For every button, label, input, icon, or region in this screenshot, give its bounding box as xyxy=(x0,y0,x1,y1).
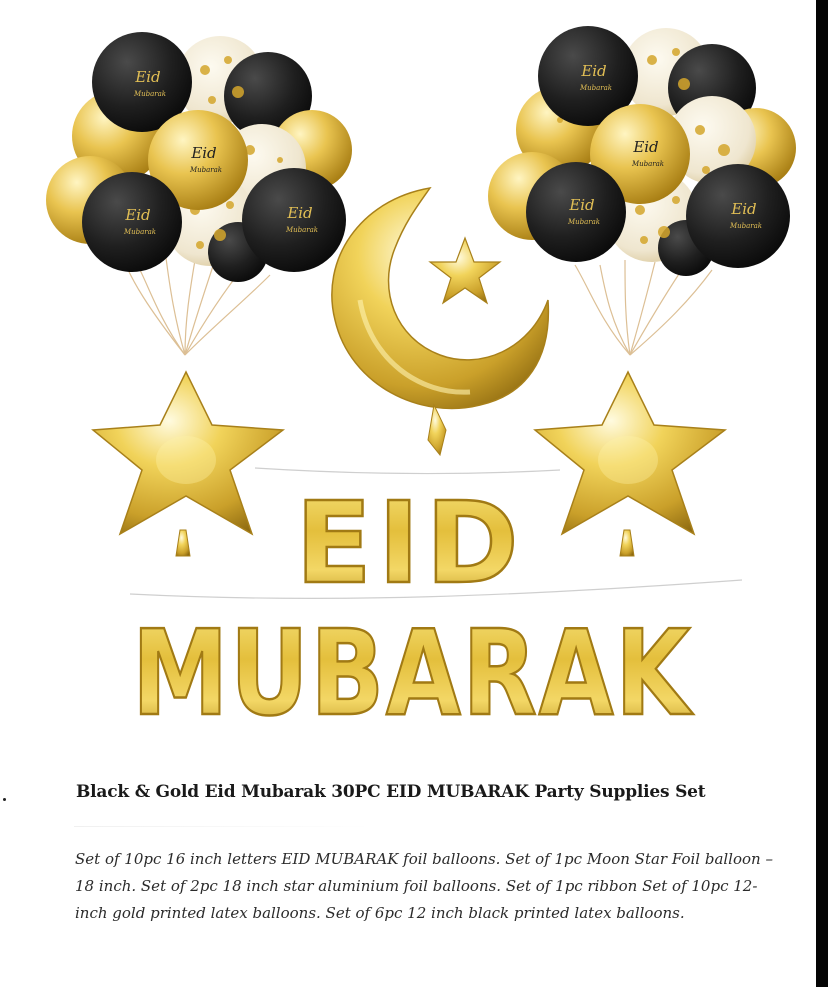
svg-text:Eid: Eid xyxy=(191,144,217,162)
bullet-dot xyxy=(3,798,6,801)
svg-text:Mubarak: Mubarak xyxy=(567,218,601,226)
svg-text:Eid: Eid xyxy=(731,200,757,218)
divider xyxy=(74,826,374,827)
left-balloon-cluster xyxy=(46,32,352,355)
product-description: Set of 10pc 16 inch letters EID MUBARAK foil balloons. Set of 1pc Moon Star Foil balloon – 18 inch. Set of 2pc 18 inch star aluminium foil balloons. Set of 1pc ribbon Set of 10pc 12-inch gold printed latex balloons. Set of 6pc 12 inch black printed latex balloons. xyxy=(75,850,773,922)
svg-text:Mubarak: Mubarak xyxy=(123,228,157,236)
svg-text:Mubarak: Mubarak xyxy=(285,226,319,234)
product-title: Black & Gold Eid Mubarak 30PC EID MUBARAK Party Supplies Set xyxy=(76,782,706,802)
window-edge xyxy=(816,0,828,987)
svg-text:Mubarak: Mubarak xyxy=(729,222,763,230)
svg-text:Eid: Eid xyxy=(569,196,595,214)
svg-text:Mubarak: Mubarak xyxy=(631,160,665,168)
svg-text:Mubarak: Mubarak xyxy=(133,90,167,98)
svg-text:Mubarak: Mubarak xyxy=(579,84,613,92)
svg-text:Eid: Eid xyxy=(287,204,313,222)
star-foil-balloon-right xyxy=(535,372,725,556)
banner-word-mubarak: MUBARAK xyxy=(132,604,695,742)
svg-text:Eid: Eid xyxy=(135,68,161,86)
svg-text:Eid: Eid xyxy=(125,206,151,224)
svg-text:Eid: Eid xyxy=(581,62,607,80)
svg-text:Mubarak: Mubarak xyxy=(189,166,223,174)
banner-word-eid: EID xyxy=(295,479,525,609)
svg-text:Eid: Eid xyxy=(633,138,659,156)
right-balloon-cluster xyxy=(488,26,796,355)
star-foil-balloon-left xyxy=(93,372,283,556)
